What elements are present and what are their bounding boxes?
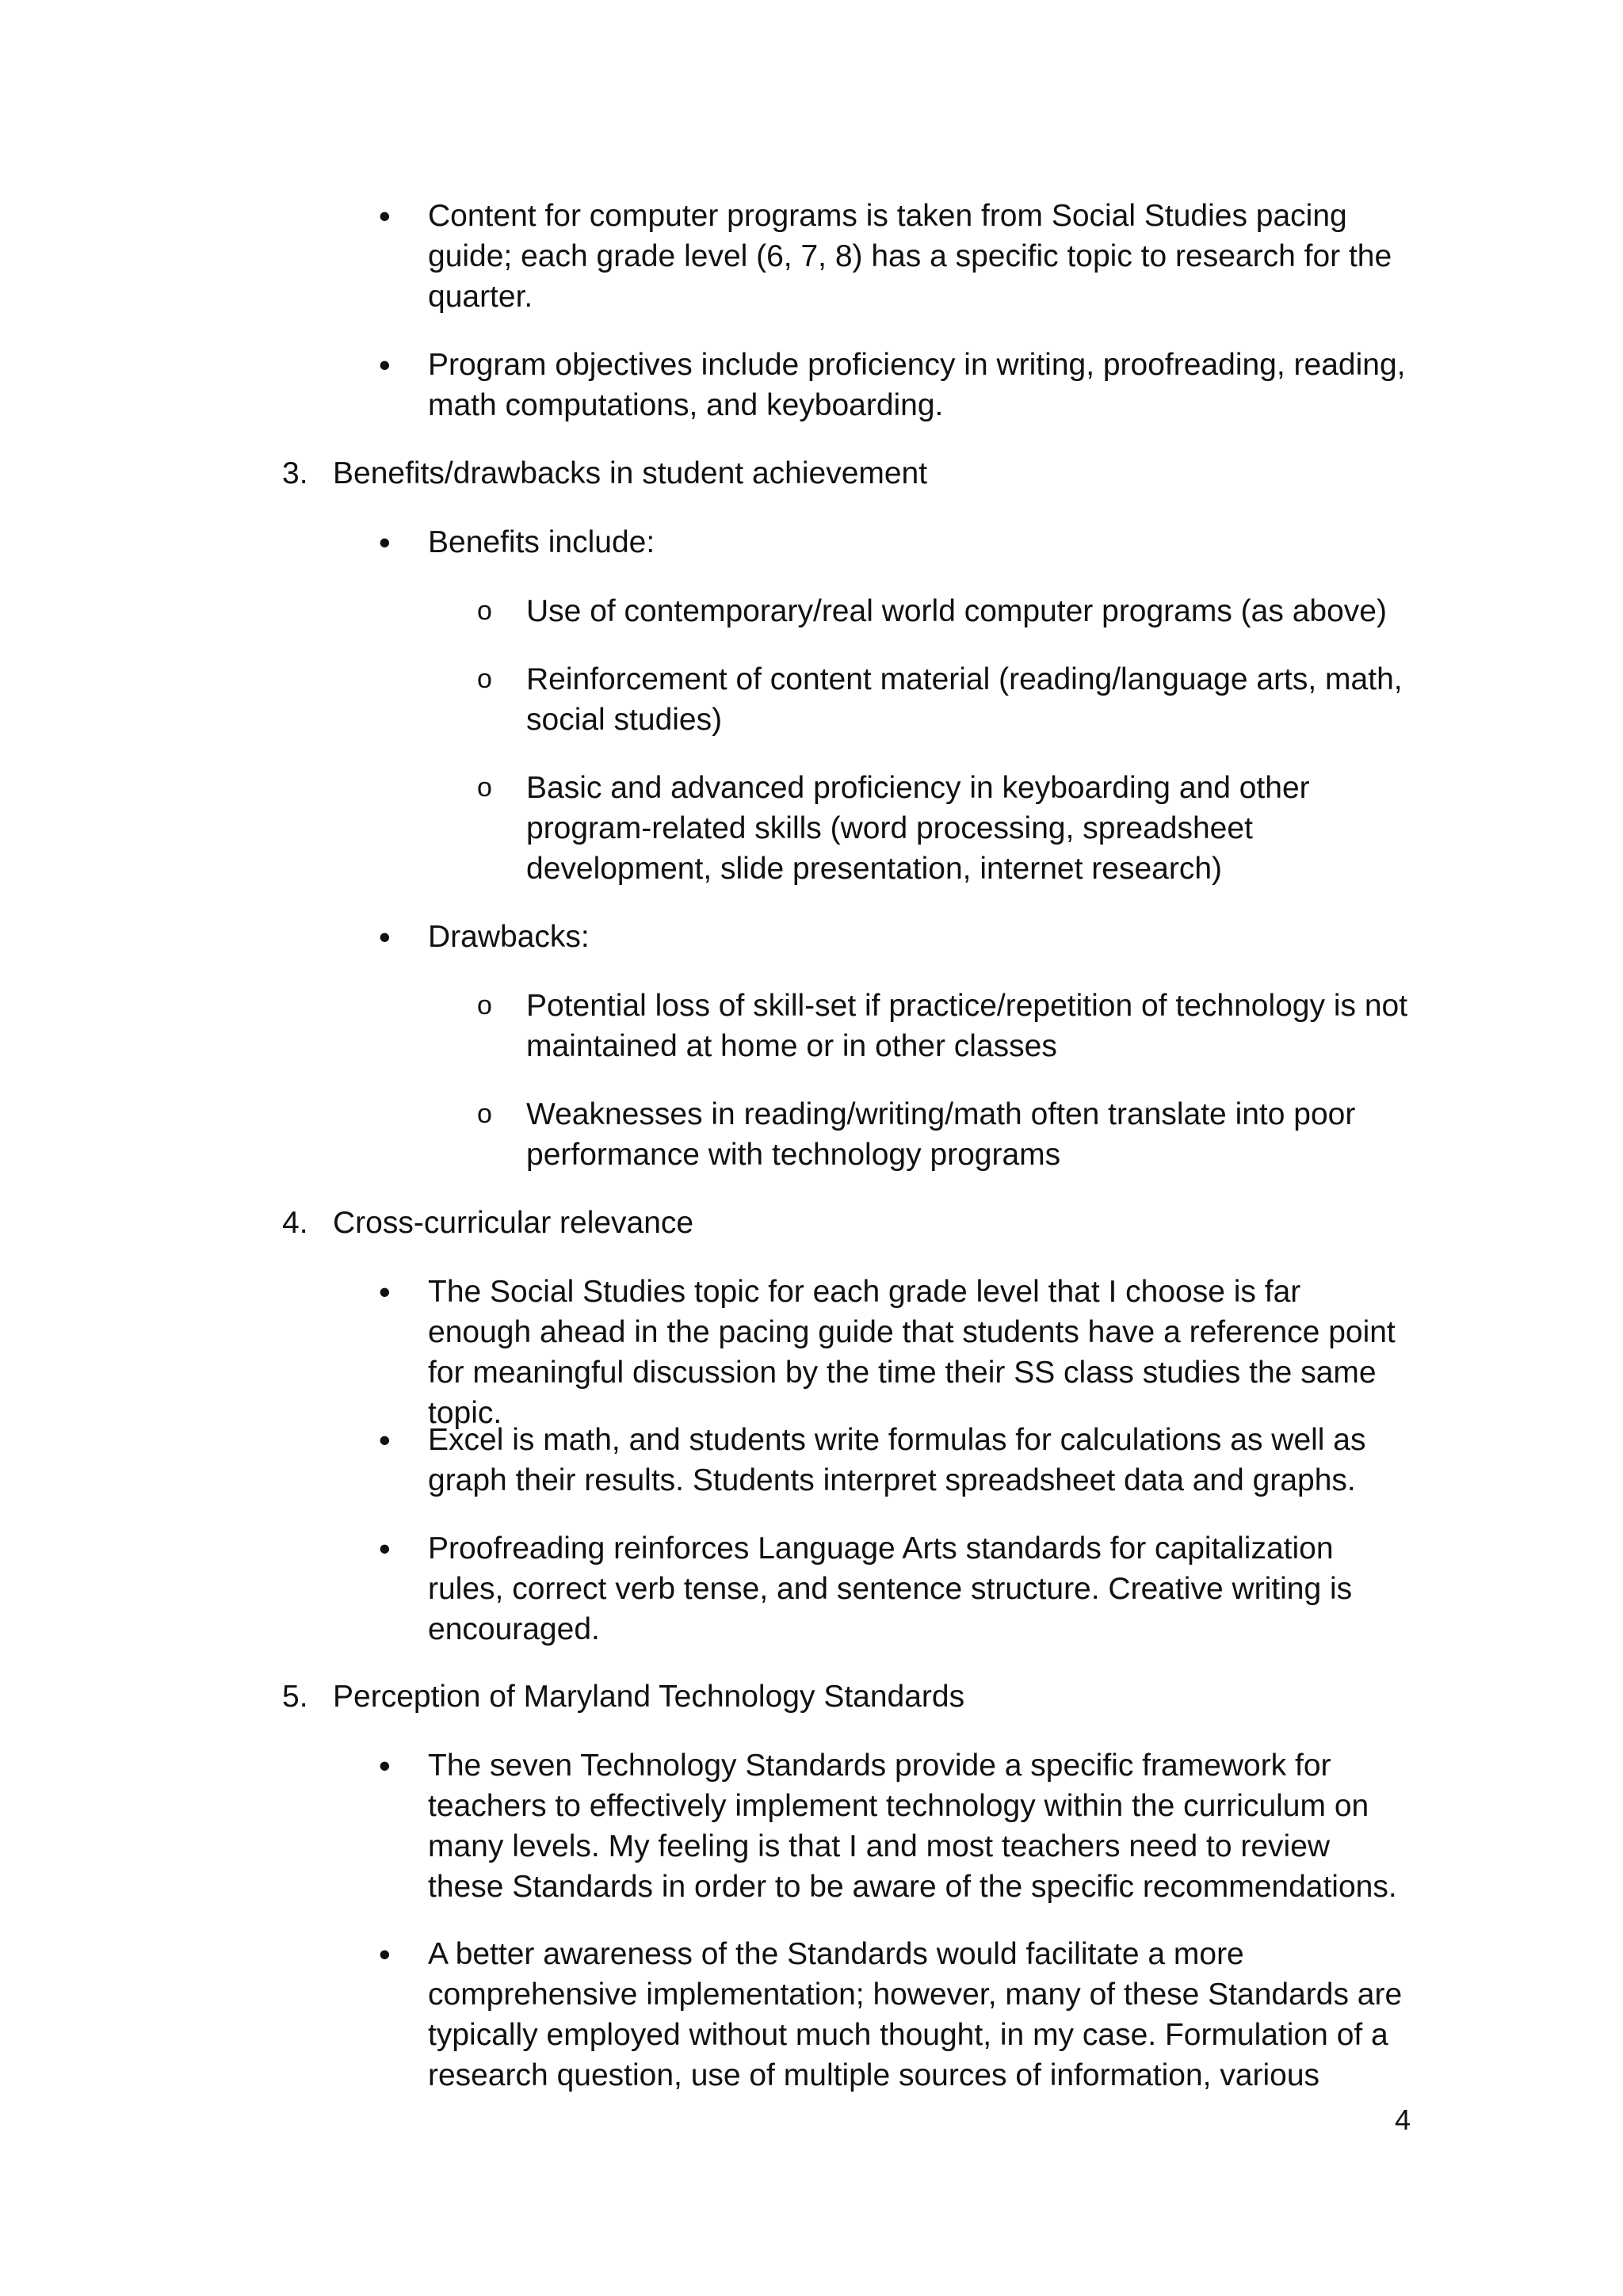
section-heading-5 (282, 1676, 1395, 1717)
bullet-text: Drawbacks: (428, 920, 590, 954)
bullet-marker: • (379, 1747, 391, 1784)
bullet-marker: • (379, 197, 391, 235)
bullet-marker: • (379, 1273, 391, 1310)
sub-bullet-item (477, 768, 1414, 889)
sub-bullet-marker: o (477, 772, 492, 803)
bullet-text: Content for computer programs is taken from Social Studies pacing guide; each grade level (6, 7, 8) has a specific topic to research for the quarter. (428, 199, 1392, 314)
section-heading-3 (282, 453, 1395, 494)
bullet-item (379, 196, 1411, 317)
page-number: 4 (1394, 2103, 1411, 2136)
bullet-item (379, 1745, 1411, 1907)
sub-bullet-item (477, 591, 1414, 631)
bullet-item (379, 345, 1411, 425)
sub-bullet-item (477, 1094, 1414, 1175)
sub-bullet-text: Use of contemporary/real world computer programs (as above) (526, 594, 1387, 628)
bullet-marker: • (379, 346, 391, 383)
bullet-marker: • (379, 1936, 391, 1973)
section-heading-4 (282, 1203, 1395, 1243)
sub-bullet-item (477, 659, 1414, 740)
bullet-text: The Social Studies topic for each grade level that I choose is far enough ahead in the pacing guide that students have a reference point for meaningful discussion by the time their SS class studies the same topic. (428, 1275, 1396, 1430)
sub-bullet-marker: o (477, 664, 492, 694)
section-title: Benefits/drawbacks in student achievement (333, 456, 928, 490)
bullet-item (379, 1528, 1411, 1650)
bullet-text: Excel is math, and students write formulas for calculations as well as graph their results. Students interpret spreadsheet data and graphs. (428, 1423, 1366, 1497)
sub-bullet-text: Weaknesses in reading/writing/math often translate into poor performance with technology programs (526, 1097, 1356, 1172)
sub-bullet-item (477, 986, 1414, 1066)
bullet-marker: • (379, 1530, 391, 1567)
sub-bullet-marker: o (477, 1099, 492, 1129)
sub-bullet-marker: o (477, 990, 492, 1020)
sub-bullet-text: Potential loss of skill-set if practice/repetition of technology is not maintained at home or in other classes (526, 989, 1408, 1063)
bullet-text: A better awareness of the Standards would facilitate a more comprehensive implementation; however, many of these Standards are typically employed without much thought, in my case. Formulation of a research question, use of multiple sources of information, various (428, 1937, 1403, 2092)
bullet-marker: • (379, 524, 391, 561)
benefits-heading (379, 522, 1411, 563)
sub-bullet-text: Reinforcement of content material (reading/language arts, math, social studies) (526, 662, 1403, 737)
bullet-text: The seven Technology Standards provide a specific framework for teachers to effectively implement technology within the curriculum on many levels. My feeling is that I and most teachers need to review these Standards in order to be aware of the specific recommendations. (428, 1749, 1397, 1904)
section-number: 3. (282, 456, 308, 490)
sub-bullet-text: Basic and advanced proficiency in keyboarding and other program-related skills (word processing, spreadsheet development, slide presentation, internet research) (526, 771, 1310, 886)
bullet-item (379, 1934, 1411, 2096)
bullet-text: Proofreading reinforces Language Arts standards for capitalization rules, correct verb tense, and sentence structure. Creative writing is encouraged. (428, 1531, 1353, 1646)
bullet-marker: • (379, 918, 391, 955)
drawbacks-heading (379, 917, 1411, 957)
bullet-text: Program objectives include proficiency in writing, proofreading, reading, math computations, and keyboarding. (428, 348, 1406, 422)
bullet-marker: • (379, 1421, 391, 1459)
section-number: 5. (282, 1680, 308, 1714)
section-title: Cross-curricular relevance (333, 1206, 694, 1240)
sub-bullet-marker: o (477, 596, 492, 626)
bullet-text: Benefits include: (428, 525, 655, 559)
section-number: 4. (282, 1206, 308, 1240)
bullet-item (379, 1272, 1411, 1433)
section-title: Perception of Maryland Technology Standards (333, 1680, 965, 1714)
bullet-item (379, 1420, 1411, 1501)
